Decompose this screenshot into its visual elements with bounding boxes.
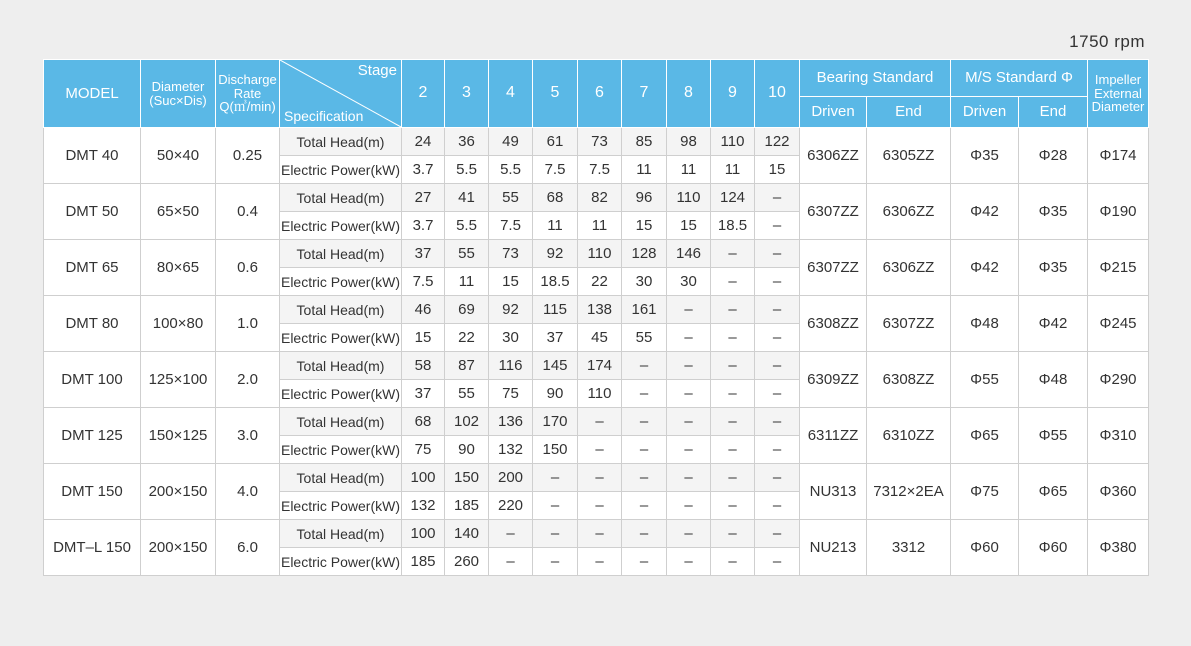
total-head-value: 37 [402,240,445,268]
total-head-label: Total Head(m) [280,464,402,492]
model-cell: DMT 80 [44,296,141,352]
electric-power-value: 5.5 [445,156,489,184]
electric-power-value: – [711,436,755,464]
ms-driven-cell: Φ35 [951,128,1019,184]
diameter-cell: 200×150 [141,464,216,520]
electric-power-value: – [755,492,800,520]
total-head-value: 61 [533,128,578,156]
electric-power-value: 11 [445,268,489,296]
electric-power-value: 220 [489,492,533,520]
electric-power-value: – [622,380,667,408]
ms-end-cell: Φ48 [1019,352,1088,408]
electric-power-label: Electric Power(kW) [280,380,402,408]
total-head-value: 68 [402,408,445,436]
total-head-value: – [755,184,800,212]
electric-power-value: 15 [402,324,445,352]
electric-power-value: – [578,436,622,464]
total-head-value: 58 [402,352,445,380]
total-head-value: 200 [489,464,533,492]
electric-power-label: Electric Power(kW) [280,548,402,576]
electric-power-value: – [667,548,711,576]
total-head-value: 49 [489,128,533,156]
electric-power-label: Electric Power(kW) [280,156,402,184]
electric-power-value: 75 [489,380,533,408]
ms-end-cell: Φ42 [1019,296,1088,352]
total-head-value: 41 [445,184,489,212]
table-row [44,296,1149,324]
header-bearing-end: End [867,97,951,128]
electric-power-label: Electric Power(kW) [280,212,402,240]
bearing-end-cell: 7312×2EA [867,464,951,520]
total-head-value: – [711,464,755,492]
electric-power-value: – [755,324,800,352]
total-head-value: 100 [402,520,445,548]
ms-end-cell: Φ35 [1019,184,1088,240]
electric-power-value: 11 [667,156,711,184]
total-head-value: 128 [622,240,667,268]
electric-power-value: – [667,436,711,464]
total-head-label: Total Head(m) [280,240,402,268]
ms-driven-cell: Φ42 [951,184,1019,240]
electric-power-value: 55 [622,324,667,352]
total-head-value: 140 [445,520,489,548]
impeller-cell: Φ310 [1088,408,1149,464]
header-stage-7: 7 [622,60,667,128]
table-row [44,520,1149,548]
total-head-value: 110 [578,240,622,268]
total-head-label: Total Head(m) [280,296,402,324]
header-impeller [1088,60,1149,128]
total-head-value: 98 [667,128,711,156]
electric-power-value: 15 [489,268,533,296]
electric-power-value: 7.5 [489,212,533,240]
total-head-value: – [711,408,755,436]
model-cell: DMT 100 [44,352,141,408]
ms-end-cell: Φ60 [1019,520,1088,576]
electric-power-value: – [711,380,755,408]
total-head-value: – [622,408,667,436]
header-stage-10: 10 [755,60,800,128]
total-head-value: 46 [402,296,445,324]
total-head-value: 161 [622,296,667,324]
ms-driven-cell: Φ60 [951,520,1019,576]
total-head-value: 150 [445,464,489,492]
impeller-cell: Φ290 [1088,352,1149,408]
bearing-driven-cell: 6307ZZ [800,240,867,296]
electric-power-value: – [533,492,578,520]
total-head-value: – [755,296,800,324]
electric-power-value: 30 [489,324,533,352]
model-cell: DMT 65 [44,240,141,296]
discharge-cell: 0.6 [216,240,280,296]
diameter-cell: 80×65 [141,240,216,296]
electric-power-value: 15 [622,212,667,240]
total-head-value: 145 [533,352,578,380]
bearing-end-cell: 6306ZZ [867,184,951,240]
electric-power-value: 110 [578,380,622,408]
header-stage: Stage [357,62,397,79]
discharge-cell: 2.0 [216,352,280,408]
discharge-cell: 0.4 [216,184,280,240]
total-head-value: 110 [667,184,711,212]
ms-driven-cell: Φ65 [951,408,1019,464]
header-stage-8: 8 [667,60,711,128]
electric-power-value: 3.7 [402,212,445,240]
ms-driven-cell: Φ48 [951,296,1019,352]
impeller-cell: Φ360 [1088,464,1149,520]
electric-power-label: Electric Power(kW) [280,268,402,296]
electric-power-value: 11 [578,212,622,240]
table-row [44,464,1149,492]
header-bearing-standard: Bearing Standard [800,60,951,97]
total-head-value: – [667,464,711,492]
total-head-value: – [622,352,667,380]
total-head-value: – [711,520,755,548]
header-discharge [216,60,280,128]
header-model: MODEL [44,60,141,128]
ms-end-cell: Φ65 [1019,464,1088,520]
electric-power-value: 37 [402,380,445,408]
total-head-value: – [578,464,622,492]
total-head-value: 36 [445,128,489,156]
model-cell: DMT 125 [44,408,141,464]
electric-power-value: – [622,436,667,464]
ms-end-cell: Φ28 [1019,128,1088,184]
electric-power-value: 5.5 [489,156,533,184]
total-head-value: – [755,408,800,436]
electric-power-value: 11 [622,156,667,184]
discharge-cell: 3.0 [216,408,280,464]
total-head-label: Total Head(m) [280,128,402,156]
electric-power-value: 7.5 [402,268,445,296]
ms-end-cell: Φ55 [1019,408,1088,464]
electric-power-value: 185 [445,492,489,520]
ms-driven-cell: Φ75 [951,464,1019,520]
total-head-value: – [667,408,711,436]
discharge-cell: 0.25 [216,128,280,184]
model-cell: DMT 50 [44,184,141,240]
diameter-cell: 200×150 [141,520,216,576]
bearing-driven-cell: 6307ZZ [800,184,867,240]
total-head-value: 100 [402,464,445,492]
total-head-value: 68 [533,184,578,212]
impeller-cell: Φ190 [1088,184,1149,240]
electric-power-value: 90 [445,436,489,464]
total-head-value: 115 [533,296,578,324]
total-head-value: 82 [578,184,622,212]
electric-power-value: – [489,548,533,576]
header-diameter-line1: Diameter [151,78,205,94]
electric-power-value: 30 [622,268,667,296]
impeller-cell: Φ215 [1088,240,1149,296]
header-diameter-line2: (Suc×Dis) [149,92,207,108]
electric-power-value: 18.5 [711,212,755,240]
total-head-value: – [533,520,578,548]
bearing-end-cell: 6306ZZ [867,240,951,296]
total-head-value: – [533,464,578,492]
total-head-value: – [667,352,711,380]
pump-spec-table [43,59,1149,576]
electric-power-value: 15 [667,212,711,240]
electric-power-value: – [578,548,622,576]
electric-power-label: Electric Power(kW) [280,492,402,520]
bearing-driven-cell: 6308ZZ [800,296,867,352]
total-head-value: – [578,520,622,548]
electric-power-value: – [578,492,622,520]
total-head-value: – [622,520,667,548]
electric-power-value: – [755,380,800,408]
total-head-value: – [667,520,711,548]
total-head-value: – [622,464,667,492]
electric-power-value: 260 [445,548,489,576]
electric-power-value: 22 [445,324,489,352]
header-impeller-line2: External [1094,85,1142,101]
electric-power-value: – [533,548,578,576]
electric-power-value: – [755,268,800,296]
bearing-driven-cell: NU313 [800,464,867,520]
electric-power-value: 18.5 [533,268,578,296]
header-discharge-line2: Rate [233,85,262,101]
electric-power-value: 45 [578,324,622,352]
electric-power-value: 3.7 [402,156,445,184]
electric-power-value: 22 [578,268,622,296]
electric-power-value: – [711,492,755,520]
total-head-label: Total Head(m) [280,184,402,212]
electric-power-value: 90 [533,380,578,408]
total-head-value: 69 [445,296,489,324]
total-head-label: Total Head(m) [280,408,402,436]
electric-power-label: Electric Power(kW) [280,324,402,352]
electric-power-value: 132 [402,492,445,520]
electric-power-value: – [667,492,711,520]
electric-power-value: – [622,492,667,520]
diameter-cell: 50×40 [141,128,216,184]
total-head-value: – [667,296,711,324]
electric-power-value: 37 [533,324,578,352]
total-head-value: 87 [445,352,489,380]
header-stage-5: 5 [533,60,578,128]
total-head-value: 174 [578,352,622,380]
discharge-cell: 4.0 [216,464,280,520]
table-row [44,128,1149,156]
model-cell: DMT 40 [44,128,141,184]
header-impeller-line3: Diameter [1091,99,1145,115]
total-head-value: – [489,520,533,548]
electric-power-value: – [755,548,800,576]
electric-power-value: 30 [667,268,711,296]
table-row [44,352,1149,380]
electric-power-value: 185 [402,548,445,576]
header-stage-specification [280,60,402,128]
table-row [44,408,1149,436]
electric-power-value: 55 [445,380,489,408]
total-head-value: – [755,352,800,380]
header-ms-end: End [1019,97,1088,128]
bearing-driven-cell: NU213 [800,520,867,576]
electric-power-value: – [711,324,755,352]
impeller-cell: Φ245 [1088,296,1149,352]
table-body [44,128,1149,576]
electric-power-value: 15 [755,156,800,184]
total-head-value: 55 [489,184,533,212]
table-row [44,240,1149,268]
total-head-value: 73 [489,240,533,268]
bearing-end-cell: 6310ZZ [867,408,951,464]
header-stage-4: 4 [489,60,533,128]
bearing-end-cell: 6307ZZ [867,296,951,352]
ms-driven-cell: Φ42 [951,240,1019,296]
bearing-driven-cell: 6309ZZ [800,352,867,408]
model-cell: DMT 150 [44,464,141,520]
electric-power-value: 11 [711,156,755,184]
table-row [44,184,1149,212]
header-specification: Specification [284,108,364,125]
header-impeller-line1: Impeller [1094,72,1142,88]
discharge-cell: 1.0 [216,296,280,352]
total-head-value: 124 [711,184,755,212]
electric-power-value: – [667,324,711,352]
header-diameter [141,60,216,128]
electric-power-value: 132 [489,436,533,464]
header-stage-9: 9 [711,60,755,128]
ms-driven-cell: Φ55 [951,352,1019,408]
electric-power-value: 5.5 [445,212,489,240]
electric-power-value: – [755,436,800,464]
total-head-value: – [711,352,755,380]
total-head-value: 146 [667,240,711,268]
electric-power-value: – [755,212,800,240]
electric-power-value: – [667,380,711,408]
total-head-value: 102 [445,408,489,436]
impeller-cell: Φ174 [1088,128,1149,184]
header-bearing-driven: Driven [800,97,867,128]
total-head-value: 136 [489,408,533,436]
diameter-cell: 125×100 [141,352,216,408]
rpm-label: 1750 rpm [1069,32,1145,51]
header-ms-standard: M/S Standard Φ [951,60,1088,97]
ms-end-cell: Φ35 [1019,240,1088,296]
bearing-driven-cell: 6311ZZ [800,408,867,464]
total-head-value: – [755,240,800,268]
electric-power-label: Electric Power(kW) [280,436,402,464]
total-head-value: 138 [578,296,622,324]
total-head-value: 170 [533,408,578,436]
total-head-value: 24 [402,128,445,156]
diameter-cell: 150×125 [141,408,216,464]
diameter-cell: 100×80 [141,296,216,352]
total-head-value: 122 [755,128,800,156]
bearing-driven-cell: 6306ZZ [800,128,867,184]
discharge-cell: 6.0 [216,520,280,576]
total-head-label: Total Head(m) [280,520,402,548]
header-stage-3: 3 [445,60,489,128]
bearing-end-cell: 3312 [867,520,951,576]
electric-power-value: – [711,268,755,296]
header-stage-2: 2 [402,60,445,128]
model-cell: DMT–L 150 [44,520,141,576]
total-head-value: 110 [711,128,755,156]
total-head-value: 55 [445,240,489,268]
total-head-label: Total Head(m) [280,352,402,380]
total-head-value: 27 [402,184,445,212]
header-discharge-line3: Q(㎥/min) [219,99,276,115]
electric-power-value: – [711,548,755,576]
total-head-value: – [755,520,800,548]
electric-power-value: 11 [533,212,578,240]
bearing-end-cell: 6305ZZ [867,128,951,184]
total-head-value: – [578,408,622,436]
electric-power-value: 75 [402,436,445,464]
electric-power-value: 7.5 [578,156,622,184]
bearing-end-cell: 6308ZZ [867,352,951,408]
total-head-value: – [711,296,755,324]
header-stage-6: 6 [578,60,622,128]
impeller-cell: Φ380 [1088,520,1149,576]
total-head-value: 92 [533,240,578,268]
electric-power-value: – [622,548,667,576]
total-head-value: 116 [489,352,533,380]
total-head-value: – [711,240,755,268]
total-head-value: 96 [622,184,667,212]
header-ms-driven: Driven [951,97,1019,128]
total-head-value: – [755,464,800,492]
diameter-cell: 65×50 [141,184,216,240]
total-head-value: 85 [622,128,667,156]
header-discharge-line1: Discharge [218,72,277,88]
electric-power-value: 150 [533,436,578,464]
total-head-value: 92 [489,296,533,324]
total-head-value: 73 [578,128,622,156]
electric-power-value: 7.5 [533,156,578,184]
